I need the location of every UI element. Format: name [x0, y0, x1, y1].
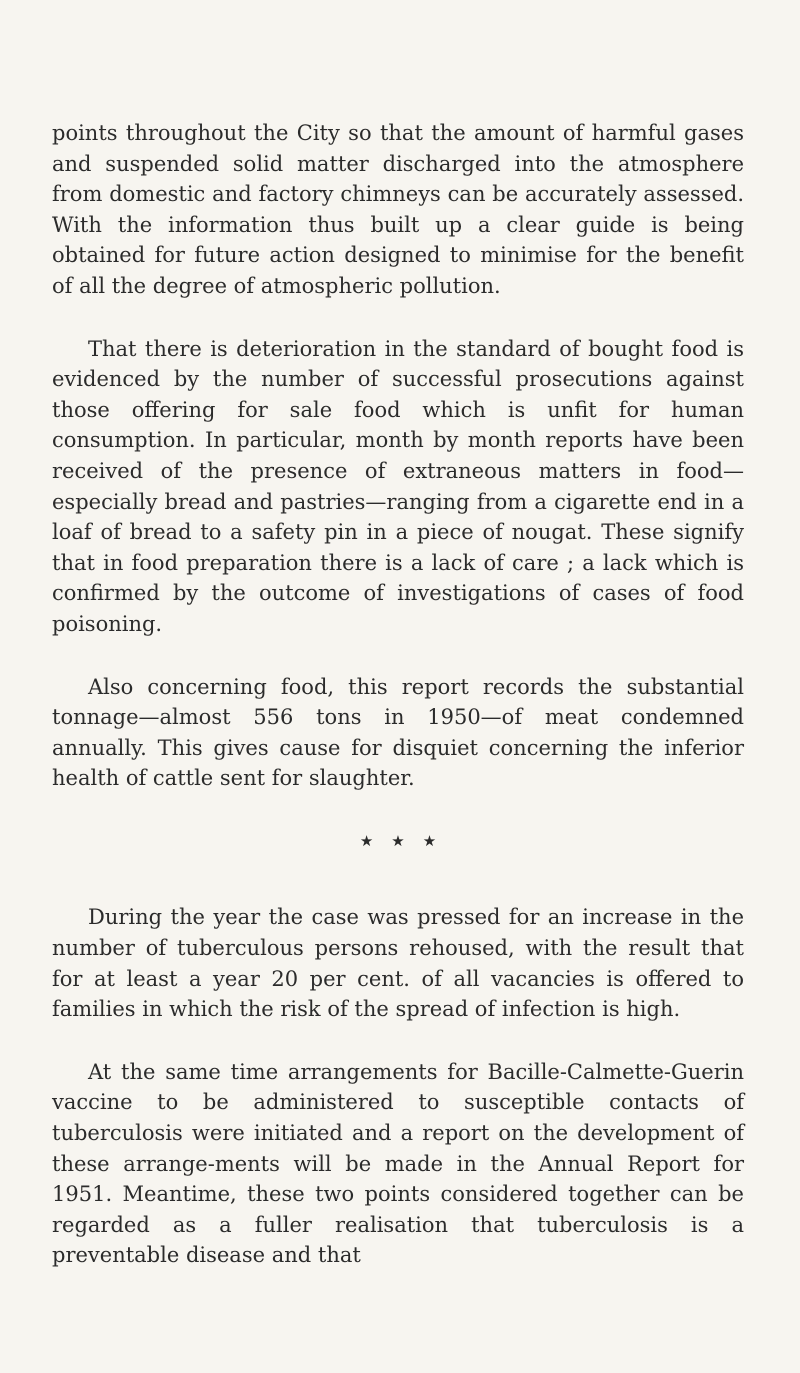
section-separator-stars: ★★★: [359, 831, 455, 850]
document-page: [52, 118, 744, 1303]
paragraph-meat-condemned: Also concerning food, this report records the substantial tonnage—almost 556 tons in 1950—of meat condemned annually. This gives cause for disquiet concerning the inferior health of cattle sent for slaughter.: [52, 674, 744, 791]
paragraph-tuberculous-rehousing: During the year the case was pressed for an increase in the number of tuberculous persons rehoused, with the result that for at least a year 20 per cent. of all vacancies is offered to families in which the risk of the spread of infection is high.: [52, 905, 744, 1022]
paragraph-food-deterioration: That there is deterioration in the standard of bought food is evidenced by the number of successful prosecutions against those offering for sale food which is unfit for human consumption. In particular, month by month reports have been received of the presence of extraneous matters in food—especially bread and pastries—ranging from a cigarette end in a loaf of bread to a safety pin in a piece of nougat. These signify that in food preparation there is a lack of care ; a lack which is confirmed by the outcome of investigations of cases of food poisoning.: [52, 336, 744, 636]
paragraph-bcg-vaccine: At the same time arrangements for Bacille-Calmette-Guerin vaccine to be administered to susceptible contacts of tuberculosis were initiated and a report on the development of these arrange-ments will be made in the Annual Report for 1951. Meantime, these two points considered together can be regarded as a fuller realisation that tuberculosis is a preventable disease and that: [52, 1059, 744, 1268]
paragraph-atmospheric-pollution: points throughout the City so that the amount of harmful gases and suspended solid matter discharged into the atmosphere from domestic and factory chimneys can be accurately assessed. With the information thus built up a clear guide is being obtained for future action designed to minimise for the benefit of all the degree of atmospheric pollution.: [52, 121, 744, 298]
